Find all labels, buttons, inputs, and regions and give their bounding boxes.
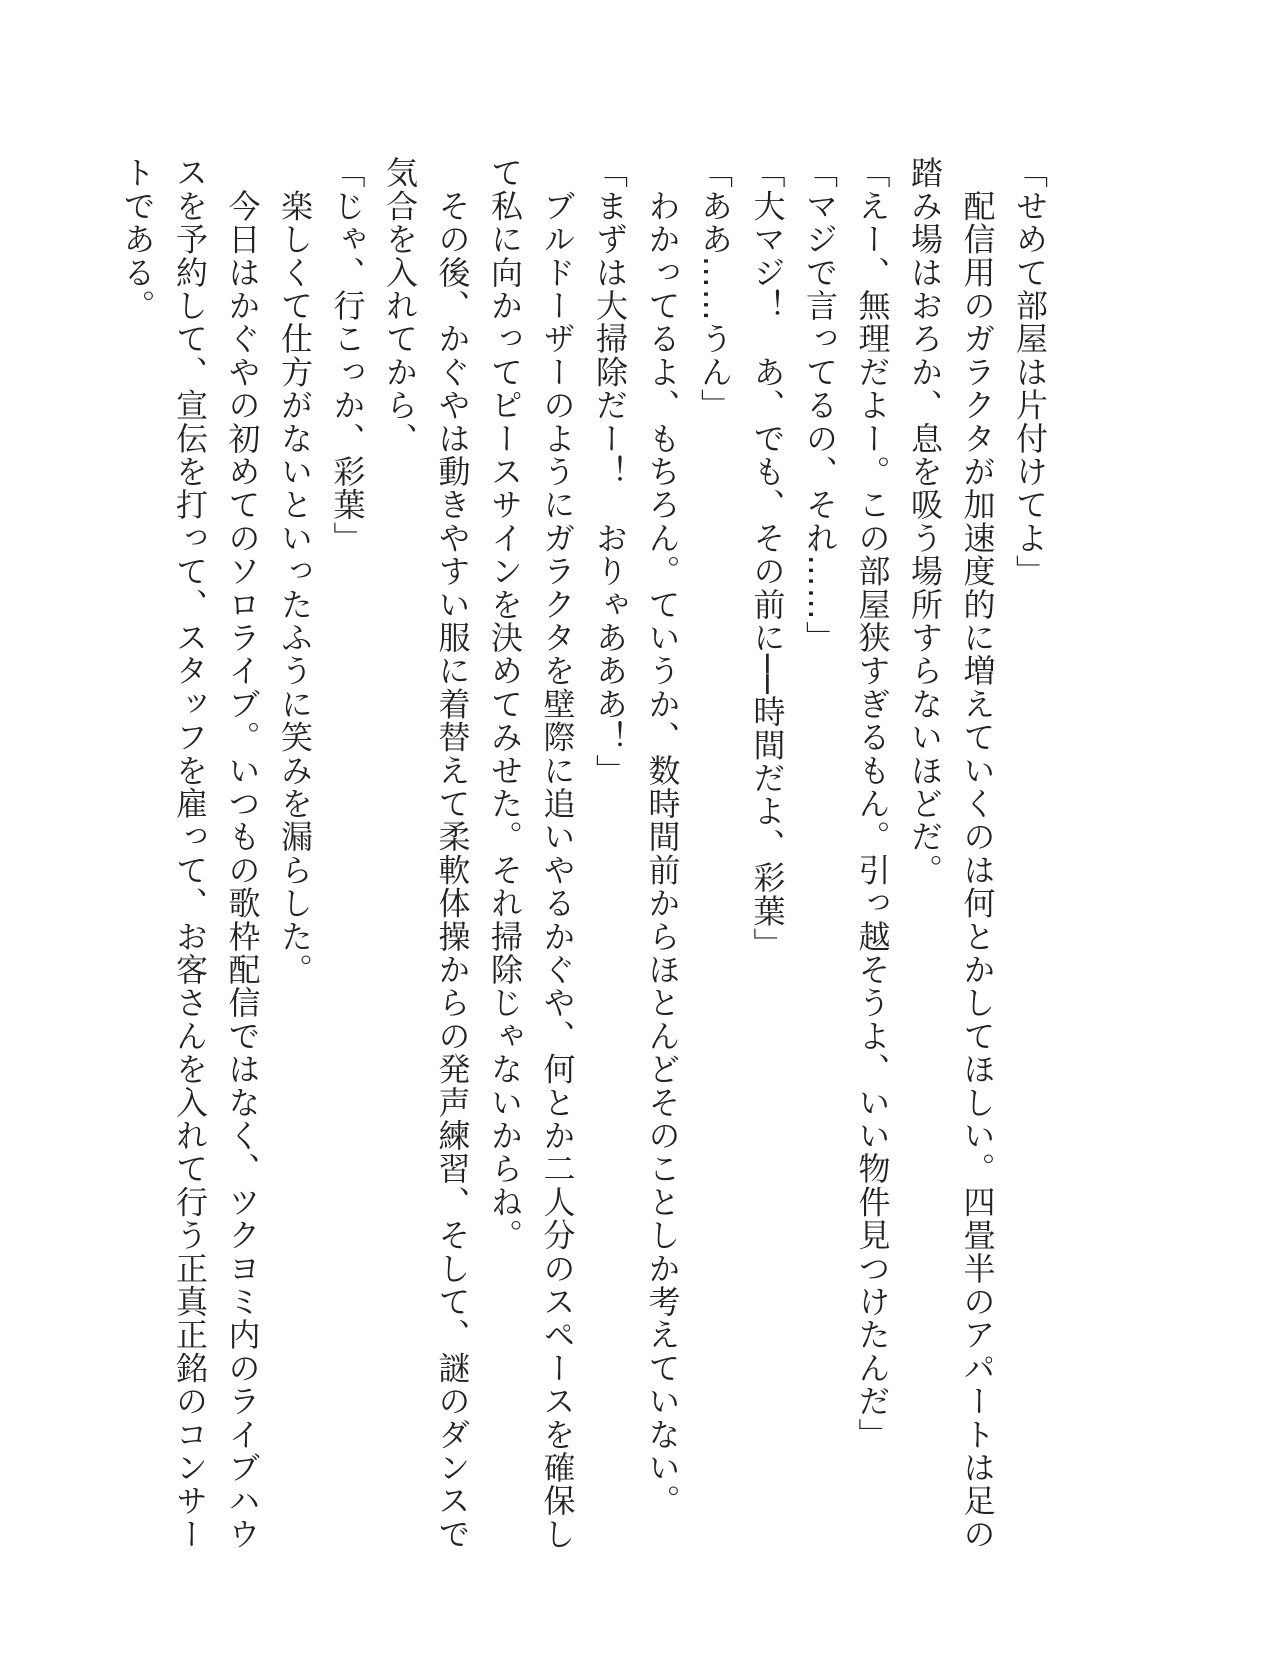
paragraph: 「マジで言ってるの、それ……」 bbox=[801, 156, 839, 654]
paragraph: 「まずは大掃除だー！ おりゃあああ！」 bbox=[591, 156, 629, 787]
paragraph: ブルドーザーのようにガラクタを壁際に追いやるかぐや、何とか二人分のスペースを確保して私に向かってピースサインを決めてみせた。それ掃除じゃないからね。 bbox=[486, 156, 577, 1551]
paragraph: 「えー、無理だよー。この部屋狭すぎるもん。引っ越そうよ、いい物件見つけたんだ」 bbox=[853, 156, 892, 1451]
paragraph: 今日はかぐやの初めてのソロライブ。いつもの歌枠配信ではなく、ツクヨミ内のライブハウスを予約して、宣伝を打って、スタッフを雇って、お客さんを入れて行う正真正銘のコンサートである。 bbox=[118, 156, 262, 1551]
paragraph: 「じゃ、行こっか、彩葉」 bbox=[328, 156, 367, 555]
paragraph: 配信用のガラクタが加速度的に増えていくのは何とかしてほしい。四畳半のアパートは足の踏み場はおろか、息を吸う場所すらないほどだ。 bbox=[906, 156, 997, 1551]
paragraph: わかってるよ、もちろん。ていうか、数時間前からほとんどそのことしか考えていない。 bbox=[643, 156, 682, 1518]
paragraph: 「ああ……うん」 bbox=[696, 156, 734, 422]
paragraph: 「大マジ！ あ、でも、その前に──時間だよ、彩葉」 bbox=[748, 156, 787, 961]
paragraph: 楽しくて仕方がないといったふうに笑みを漏らした。 bbox=[276, 156, 314, 986]
vertical-text-block bbox=[111, 156, 1056, 1556]
paragraph: 「せめて部屋は片付けてよ」 bbox=[1011, 156, 1049, 588]
paragraph: その後、かぐやは動きやすい服に着替えて柔軟体操からの発声練習、そして、謎のダンスで気合を入れてから、 bbox=[381, 156, 472, 1551]
